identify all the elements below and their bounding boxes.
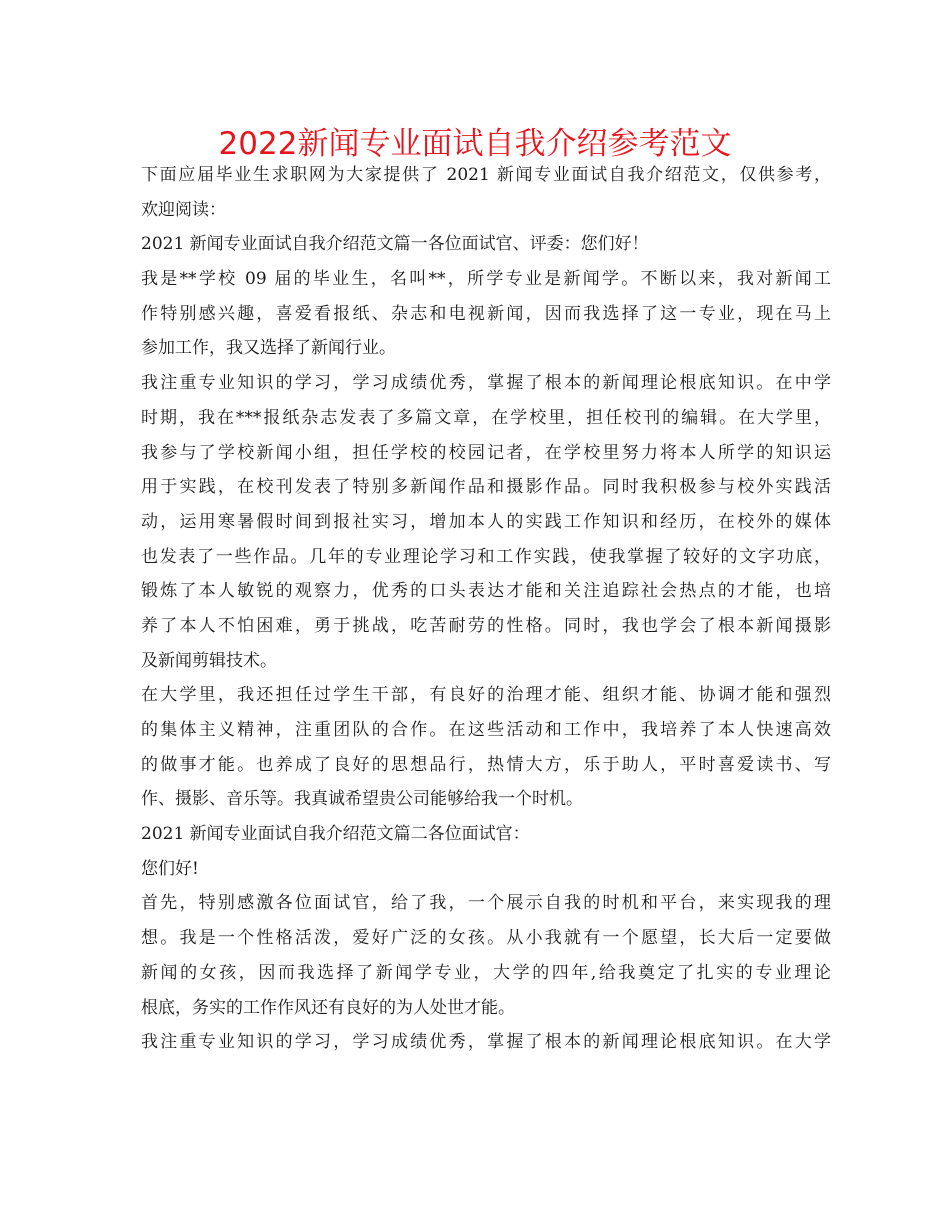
text-line: 的集体主义精神，注重团队的合作。在这些活动和工作中，我培养了本人快速高效 (141, 720, 831, 740)
text-line: 下面应届毕业生求职网为大家提供了 2021 新闻专业面试自我介绍范文，仅供参考， (141, 165, 831, 185)
text-line: 我参与了学校新闻小组，担任学校的校园记者，在学校里努力将本人所学的知识运 (141, 442, 831, 463)
text-line: 也发表了一些作品。几年的专业理论学习和工作实践，使我掌握了较好的文字功底， (141, 546, 831, 567)
text-line: 在大学里，我还担任过学生干部，有良好的治理才能、组织才能、协调才能和强烈 (141, 685, 831, 706)
text-line: 首先，特别感激各位面试官，给了我，一个展示自我的时机和平台，来实现我的理 (141, 893, 831, 914)
text-line: 作特别感兴趣，喜爱看报纸、杂志和电视新闻，因而我选择了这一专业，现在马上 (141, 303, 831, 324)
text-line: 养了本人不怕困难，勇于挑战，吃苦耐劳的性格。同时，我也学会了根本新闻摄影 (141, 615, 831, 636)
text-line: 想。我是一个性格活泼，爱好广泛的女孩。从小我就有一个愿望，长大后一定要做 (141, 928, 831, 949)
text-line: 用于实践，在校刊发表了特别多新闻作品和摄影作品。同时我积极参与校外实践活 (141, 477, 831, 498)
text-line: 2021 新闻专业面试自我介绍范文篇二各位面试官： (141, 824, 530, 845)
text-line: 我是**学校 09 届的毕业生，名叫**，所学专业是新闻学。不断以来，我对新闻工 (141, 269, 831, 290)
text-line: 2021 新闻专业面试自我介绍范文篇一各位面试官、评委：您们好！ (141, 234, 649, 255)
document-title: 2022新闻专业面试自我介绍参考范文 (218, 126, 732, 162)
text-line: 参加工作，我又选择了新闻行业。 (141, 338, 396, 359)
text-line: 及新闻剪辑技术。 (141, 650, 277, 671)
text-line: 时期，我在***报纸杂志发表了多篇文章，在学校里，担任校刊的编辑。在大学里， (141, 407, 831, 428)
text-line: 您们好! (141, 858, 199, 879)
text-line: 作、摄影、音乐等。我真诚希望贵公司能够给我一个时机。 (141, 789, 583, 810)
text-line: 欢迎阅读： (141, 199, 226, 220)
text-line: 根底，务实的工作作风还有良好的为人处世才能。 (141, 997, 515, 1018)
text-line: 我注重专业知识的学习，学习成绩优秀，掌握了根本的新闻理论根底知识。在大学 (141, 1032, 831, 1053)
text-line: 我注重专业知识的学习，学习成绩优秀，掌握了根本的新闻理论根底知识。在中学 (141, 373, 831, 394)
text-line: 动，运用寒暑假时间到报社实习，增加本人的实践工作知识和经历，在校外的媒体 (141, 511, 831, 532)
document-body (141, 158, 831, 1060)
text-line: 锻炼了本人敏锐的观察力，优秀的口头表达才能和关注追踪社会热点的才能，也培 (141, 581, 831, 602)
text-line: 新闻的女孩，因而我选择了新闻学专业，大学的四年,给我奠定了扎实的专业理论 (141, 962, 831, 983)
text-line: 的做事才能。也养成了良好的思想品行，热情大方，乐于助人，平时喜爱读书、写 (141, 754, 831, 775)
